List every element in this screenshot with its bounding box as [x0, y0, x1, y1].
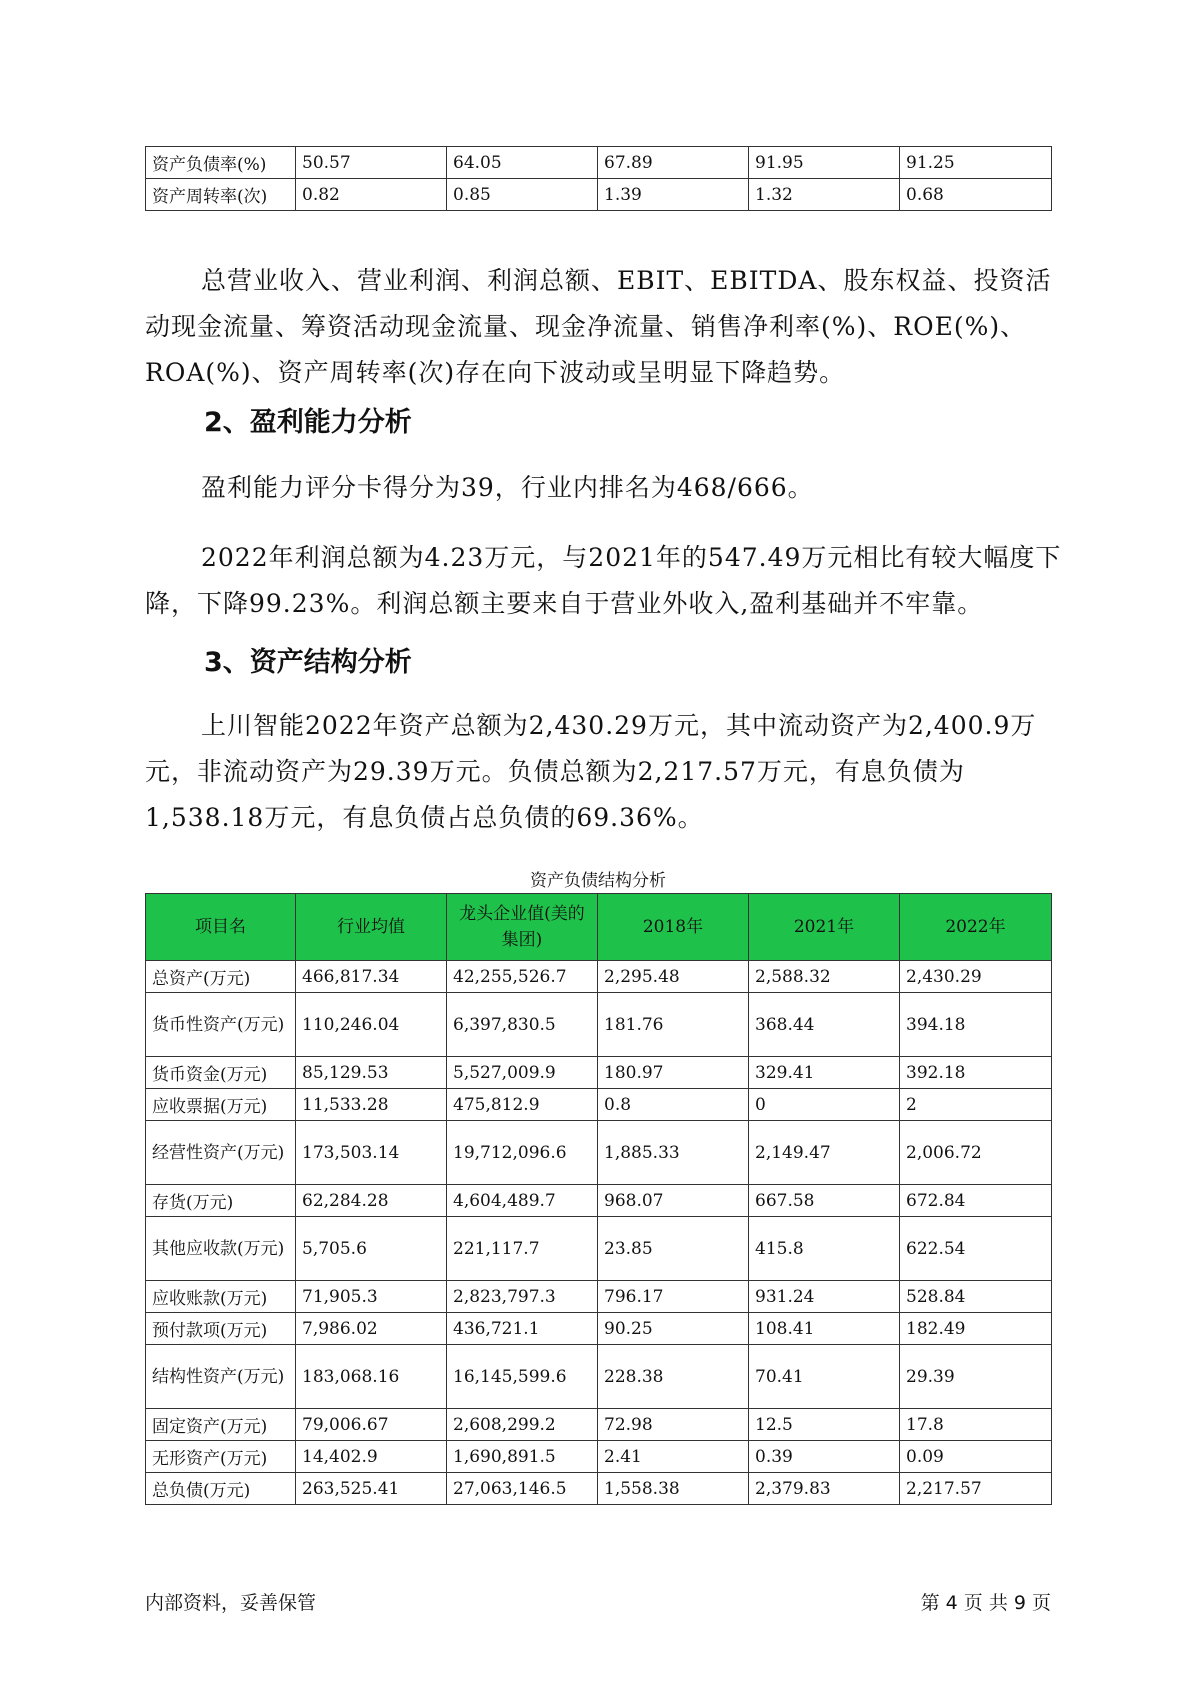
row-label: 经营性资产(万元)	[146, 1121, 296, 1185]
table-row	[146, 179, 1052, 211]
table-cell: 62,284.28	[296, 1185, 447, 1217]
table-cell: 183,068.16	[296, 1345, 447, 1409]
table-cell: 5,705.6	[296, 1217, 447, 1281]
table-cell: 17.8	[900, 1409, 1052, 1441]
table-cell: 1,885.33	[598, 1121, 749, 1185]
table-cell: 0	[749, 1089, 900, 1121]
column-header: 行业均值	[296, 894, 447, 961]
table-row	[146, 1313, 1052, 1345]
table-row	[146, 1409, 1052, 1441]
table-cell: 181.76	[598, 993, 749, 1057]
table-cell: 64.05	[447, 147, 598, 179]
table-cell: 1.32	[749, 179, 900, 211]
table-cell: 180.97	[598, 1057, 749, 1089]
table-cell: 0.82	[296, 179, 447, 211]
table-cell: 91.25	[900, 147, 1052, 179]
table-cell: 0.85	[447, 179, 598, 211]
table-cell: 11,533.28	[296, 1089, 447, 1121]
table-cell: 329.41	[749, 1057, 900, 1089]
profit-detail-paragraph	[145, 535, 1075, 627]
table-cell: 1.39	[598, 179, 749, 211]
table-cell: 108.41	[749, 1313, 900, 1345]
table-cell: 436,721.1	[447, 1313, 598, 1345]
table-cell: 2,149.47	[749, 1121, 900, 1185]
table-cell: 394.18	[900, 993, 1052, 1057]
table-cell: 85,129.53	[296, 1057, 447, 1089]
table-cell: 27,063,146.5	[447, 1473, 598, 1505]
table-row	[146, 1089, 1052, 1121]
table-row	[146, 1185, 1052, 1217]
table-cell: 2,295.48	[598, 961, 749, 993]
column-header: 项目名	[146, 894, 296, 961]
asset-detail-paragraph	[145, 703, 1075, 841]
row-label: 其他应收款(万元)	[146, 1217, 296, 1281]
table-cell: 2,608,299.2	[447, 1409, 598, 1441]
trend-text: 总营业收入、营业利润、利润总额、EBIT、EBITDA、股东权益、投资活动现金流量、筹资活动现金流量、现金净流量、销售净利率(%)、ROE(%)、ROA(%)、资产周转率(次)存在向下波动或呈明显下降趋势。	[145, 266, 1052, 387]
table-row	[146, 1473, 1052, 1505]
table-cell: 672.84	[900, 1185, 1052, 1217]
column-header: 2021年	[749, 894, 900, 961]
table-cell: 415.8	[749, 1217, 900, 1281]
profit-score-text: 盈利能力评分卡得分为39，行业内排名为468/666。	[201, 473, 814, 502]
table-row	[146, 961, 1052, 993]
table-cell: 1,558.38	[598, 1473, 749, 1505]
table-cell: 4,604,489.7	[447, 1185, 598, 1217]
row-label: 结构性资产(万元)	[146, 1345, 296, 1409]
table-cell: 19,712,096.6	[447, 1121, 598, 1185]
table-cell: 0.68	[900, 179, 1052, 211]
table-cell: 2,823,797.3	[447, 1281, 598, 1313]
table-cell: 221,117.7	[447, 1217, 598, 1281]
table-cell: 2,217.57	[900, 1473, 1052, 1505]
table-cell: 42,255,526.7	[447, 961, 598, 993]
table-header-row	[146, 894, 1052, 961]
row-label: 总资产(万元)	[146, 961, 296, 993]
trend-paragraph	[145, 258, 1075, 396]
table-row	[146, 1281, 1052, 1313]
table-cell: 0.8	[598, 1089, 749, 1121]
footer-page-number: 第 4 页 共 9 页	[920, 1592, 1051, 1614]
table-cell: 14,402.9	[296, 1441, 447, 1473]
table-cell: 182.49	[900, 1313, 1052, 1345]
profit-detail-text: 2022年利润总额为4.23万元，与2021年的547.49万元相比有较大幅度下降，下降99.23%。利润总额主要来自于营业外收入,盈利基础并不牢靠。	[145, 543, 1062, 618]
table-row	[146, 1441, 1052, 1473]
row-label: 应收账款(万元)	[146, 1281, 296, 1313]
table-row	[146, 147, 1052, 179]
column-header: 龙头企业值(美的集团)	[447, 894, 598, 961]
row-label: 固定资产(万元)	[146, 1409, 296, 1441]
table-cell: 91.95	[749, 147, 900, 179]
table-cell: 263,525.41	[296, 1473, 447, 1505]
table-cell: 368.44	[749, 993, 900, 1057]
table-cell: 2	[900, 1089, 1052, 1121]
table-cell: 23.85	[598, 1217, 749, 1281]
table-cell: 466,817.34	[296, 961, 447, 993]
table-cell: 2,588.32	[749, 961, 900, 993]
table-caption: 资产负债结构分析	[530, 871, 666, 891]
table-cell: 2,379.83	[749, 1473, 900, 1505]
row-label: 存货(万元)	[146, 1185, 296, 1217]
table-cell: 72.98	[598, 1409, 749, 1441]
column-header: 2018年	[598, 894, 749, 961]
table-row	[146, 1121, 1052, 1185]
column-header: 2022年	[900, 894, 1052, 961]
table-cell: 6,397,830.5	[447, 993, 598, 1057]
table-cell: 622.54	[900, 1217, 1052, 1281]
table-cell: 228.38	[598, 1345, 749, 1409]
row-label: 预付款项(万元)	[146, 1313, 296, 1345]
heading-asset-structure: 3、资产结构分析	[204, 647, 412, 678]
row-label: 总负债(万元)	[146, 1473, 296, 1505]
table-cell: 931.24	[749, 1281, 900, 1313]
heading-profitability: 2、盈利能力分析	[204, 407, 412, 438]
asset-detail-text: 上川智能2022年资产总额为2,430.29万元，其中流动资产为2,400.9万元，非流动资产为29.39万元。负债总额为2,217.57万元，有息负债为1,538.18万元，有息负债占总负债的69.36%。	[145, 711, 1037, 832]
table-cell: 7,986.02	[296, 1313, 447, 1345]
table-cell: 0.39	[749, 1441, 900, 1473]
table-cell: 29.39	[900, 1345, 1052, 1409]
row-label: 资产负债率(%)	[146, 147, 296, 179]
table-cell: 67.89	[598, 147, 749, 179]
row-label: 资产周转率(次)	[146, 179, 296, 211]
table-cell: 110,246.04	[296, 993, 447, 1057]
table-cell: 71,905.3	[296, 1281, 447, 1313]
row-label: 无形资产(万元)	[146, 1441, 296, 1473]
indicator-table-continued	[145, 146, 1052, 211]
table-cell: 79,006.67	[296, 1409, 447, 1441]
table-cell: 173,503.14	[296, 1121, 447, 1185]
row-label: 货币性资产(万元)	[146, 993, 296, 1057]
row-label: 应收票据(万元)	[146, 1089, 296, 1121]
row-label: 货币资金(万元)	[146, 1057, 296, 1089]
table-cell: 796.17	[598, 1281, 749, 1313]
profit-score-paragraph	[145, 465, 1075, 511]
table-cell: 50.57	[296, 147, 447, 179]
table-cell: 475,812.9	[447, 1089, 598, 1121]
table-cell: 1,690,891.5	[447, 1441, 598, 1473]
table-cell: 70.41	[749, 1345, 900, 1409]
table-row	[146, 993, 1052, 1057]
table-row	[146, 1217, 1052, 1281]
table-cell: 667.58	[749, 1185, 900, 1217]
table-cell: 392.18	[900, 1057, 1052, 1089]
table-row	[146, 1345, 1052, 1409]
table-cell: 0.09	[900, 1441, 1052, 1473]
table-cell: 2.41	[598, 1441, 749, 1473]
asset-liability-table	[145, 893, 1052, 1505]
table-cell: 2,006.72	[900, 1121, 1052, 1185]
footer-confidential-note: 内部资料，妥善保管	[145, 1592, 317, 1614]
table-cell: 528.84	[900, 1281, 1052, 1313]
table-cell: 90.25	[598, 1313, 749, 1345]
table-cell: 2,430.29	[900, 961, 1052, 993]
table-cell: 968.07	[598, 1185, 749, 1217]
table-cell: 5,527,009.9	[447, 1057, 598, 1089]
table-cell: 12.5	[749, 1409, 900, 1441]
table-row	[146, 1057, 1052, 1089]
table-cell: 16,145,599.6	[447, 1345, 598, 1409]
